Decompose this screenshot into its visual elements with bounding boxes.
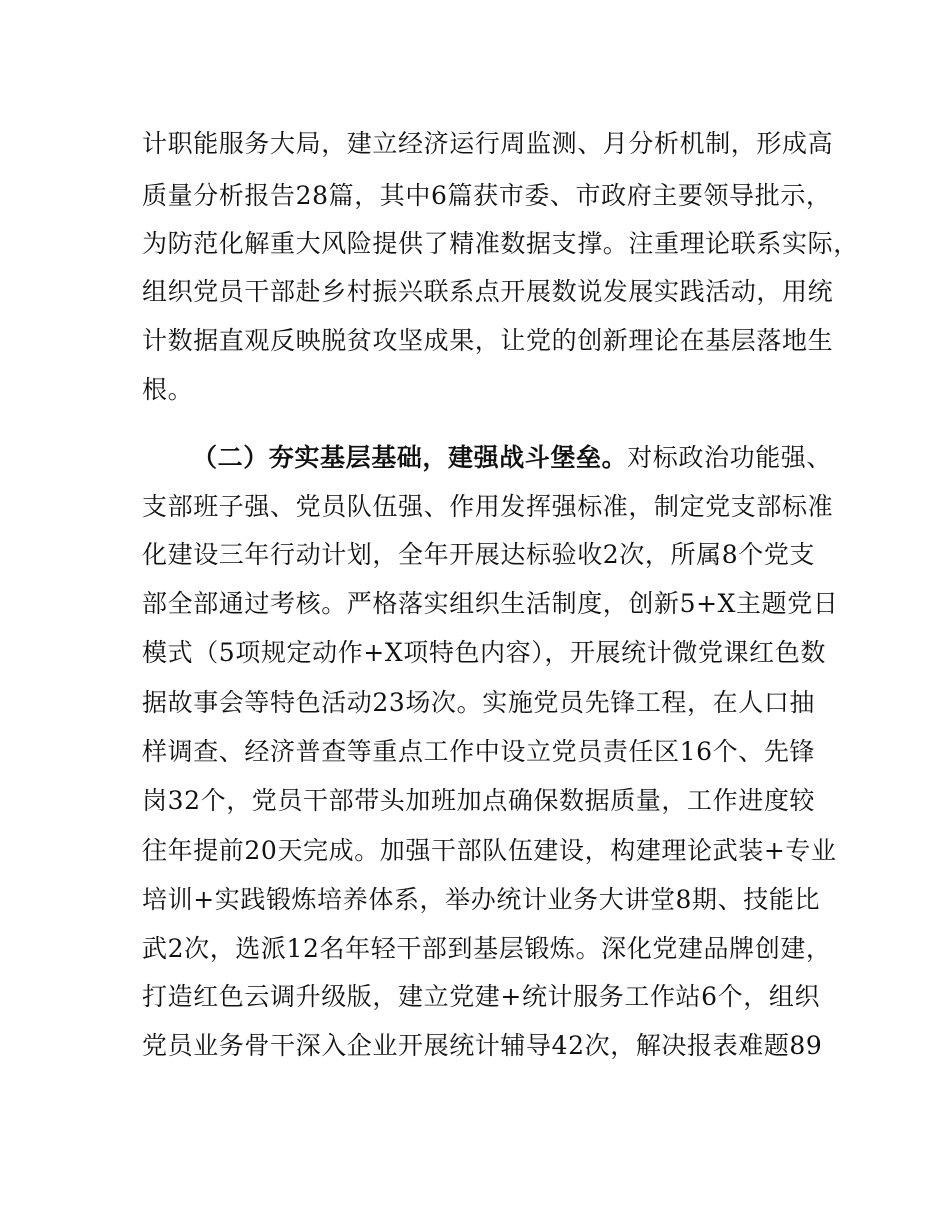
section-heading: （二）夯实基层基础，建强战斗堡垒。 [192,443,628,472]
paragraph1-line-6: 根。 [142,375,194,404]
paragraph2-line-8: 岗32个，党员干部带头加班加点确保数据质量，工作进度较 [142,786,816,815]
paragraph2-line-10: 培训+实践锻炼培养体系，举办统计业务大讲堂8期、技能比 [142,885,821,914]
paragraph2-line-9: 往年提前20天完成。加强干部队伍建设，构建理论武装+专业 [142,836,837,865]
paragraph2-line-1-rest: 对标政治功能强、 [627,443,833,472]
paragraph2-line-12: 打造红色云调升级版，建立党建+统计服务工作站6个，组织 [142,982,821,1011]
paragraph1-line-2: 质量分析报告28篇，其中6篇获市委、市政府主要领导批示， [142,181,832,210]
paragraph2-line-6: 据故事会等特色活动23场次。实施党员先锋工程，在人口抽 [142,688,816,717]
paragraph1-line-1: 计职能服务大局，建立经济运行周监测、月分析机制，形成高 [142,129,834,158]
paragraph2-line-13: 党员业务骨干深入企业开展统计辅导42次，解决报表难题89 [142,1031,823,1060]
paragraph2-line-2: 支部班子强、党员队伍强、作用发挥强标准，制定党支部标准 [142,492,834,521]
paragraph2-line-4: 部全部通过考核。严格落实组织生活制度，创新5+X主题党日 [142,589,839,618]
paragraph2-line-7: 样调查、经济普查等重点工作中设立党员责任区16个、先锋 [142,737,816,766]
paragraph2-line-3: 化建设三年行动计划，全年开展达标验收2次，所属8个党支 [142,540,816,569]
paragraph2-line-11: 武2次，选派12名年轻干部到基层锻炼。深化党建品牌创建， [142,934,832,963]
paragraph2-line-1 [192,438,872,478]
paragraph1-line-3: 为防范化解重大风险提供了精准数据支撑。注重理论联系实际， [142,229,859,258]
paragraph1-line-4: 组织党员干部赴乡村振兴联系点开展数说发展实践活动，用统 [142,277,834,306]
paragraph2-line-5: 模式（5项规定动作+X项特色内容），开展统计微党课红色数 [142,638,826,667]
paragraph1-line-5: 计数据直观反映脱贫攻坚成果，让党的创新理论在基层落地生 [142,326,834,355]
